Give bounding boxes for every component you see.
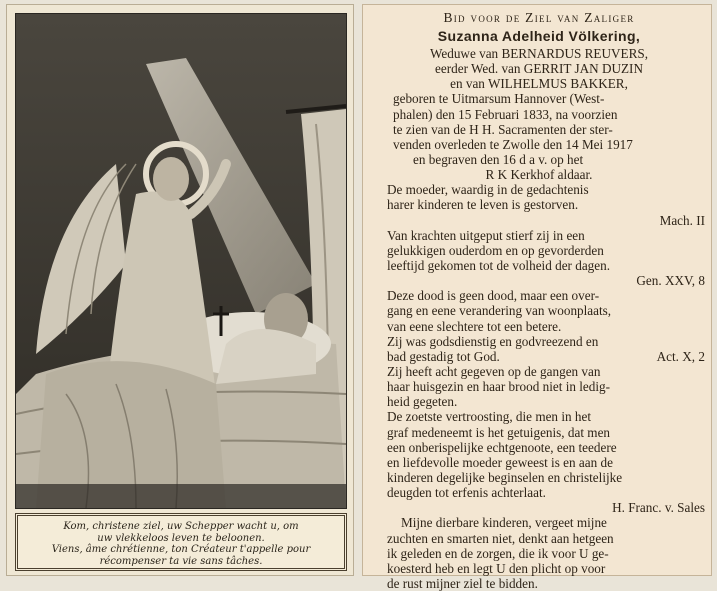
passage-line: de rust mijner ziel te bidden. [387,575,538,591]
passage-line: Mijne dierbare kinderen, vergeet mijne [401,515,607,531]
passage-source: Mach. II [659,212,705,228]
passage-line: De zoetste vertroosting, die men in het [387,409,591,425]
passage-line-with-source [373,349,705,364]
passage-line: Zij was godsdienstig en godvreezend en [387,333,599,349]
caption-verse [15,513,347,571]
bio-line: phalen) den 15 Februari 1833, na voorzien [393,106,618,122]
card-heading: Bid voor de Ziel van Zaliger [443,10,635,25]
passage-source: Gen. XXV, 8 [636,273,705,289]
passage-line: een onberispelijke echtgenoote, een teedere [387,439,617,455]
passage-line: Van krachten uitgeput stierf zij in een [387,227,585,243]
memorial-text [373,9,705,591]
passage-line: koesterd heb en legt U den plicht op voor [387,560,606,576]
prayer-card-front [6,4,354,576]
bio-line: R K Kerkhof aldaar. [485,167,593,183]
passage-line: kinderen degelijke beginselen en christelijke [387,469,623,485]
bio-line: eerder Wed. van GERRIT JAN DUZIN [435,61,643,77]
angel-deathbed-illustration [15,13,347,509]
bio-line: te zien van de H H. Sacramenten der ster- [393,121,613,137]
passage-line: bad gestadig tot God. [387,348,500,364]
passage-line: De moeder, waardig in de gedachtenis [387,182,589,198]
caption-line: uw vlekkeloos leven te beloonen. [97,532,265,544]
passage-line: leeftijd gekomen tot de volheid der dagen. [387,257,611,273]
passage-line: Zij heeft acht gegeven op de gangen van [387,363,601,379]
passage-line: en liefdevolle moeder geweest is en aan de [387,454,613,470]
passage-line: van eene slechtere tot een betere. [387,318,562,334]
passage-line: gang en eene verandering van woonplaats, [387,303,612,319]
bio-line: en van WILHELMUS BAKKER, [450,76,628,92]
bio-line: Weduwe van BERNARDUS REUVERS, [430,46,648,61]
passage-line: haar huisgezin en haar brood niet in ledig- [387,379,611,395]
passage-line: harer kinderen te leven is gestorven. [387,197,579,213]
passage-line: ik geleden en de zorgen, die ik voor U ge- [387,545,609,561]
caption-line: Viens, âme chrétienne, ton Créateur t'appelle pour [51,544,311,555]
bio-line: geboren te Uitmarsum Hannover (West- [393,91,605,107]
passage-line: gelukkigen ouderdom en op gevorderden [387,242,604,258]
passage-line: heid gegeten. [387,394,458,410]
passage-line: Deze dood is geen dood, maar een over- [387,288,600,304]
caption-line: Kom, christene ziel, uw Schepper wacht u, om [63,521,299,532]
bio-line: en begraven den 16 d a v. op het [413,151,584,167]
prayer-card-text [362,4,712,591]
caption-line: récompenser ta vie sans tâches. [99,555,263,567]
passage-line: graf medeneemt is het getuigenis, dat men [387,424,611,440]
passage-line: zuchten en smarten niet, denkt aan hetgeen [387,530,614,546]
passage-line: deugden tot erfenis achterlaat. [387,485,546,501]
passage-source: H. Franc. v. Sales [612,500,705,516]
bio-line: venden overleden te Zwolle den 14 Mei 1917 [393,136,633,152]
deceased-name: Suzanna Adelheid Völkering, [437,28,641,44]
passage-source: Act. X, 2 [656,348,705,364]
